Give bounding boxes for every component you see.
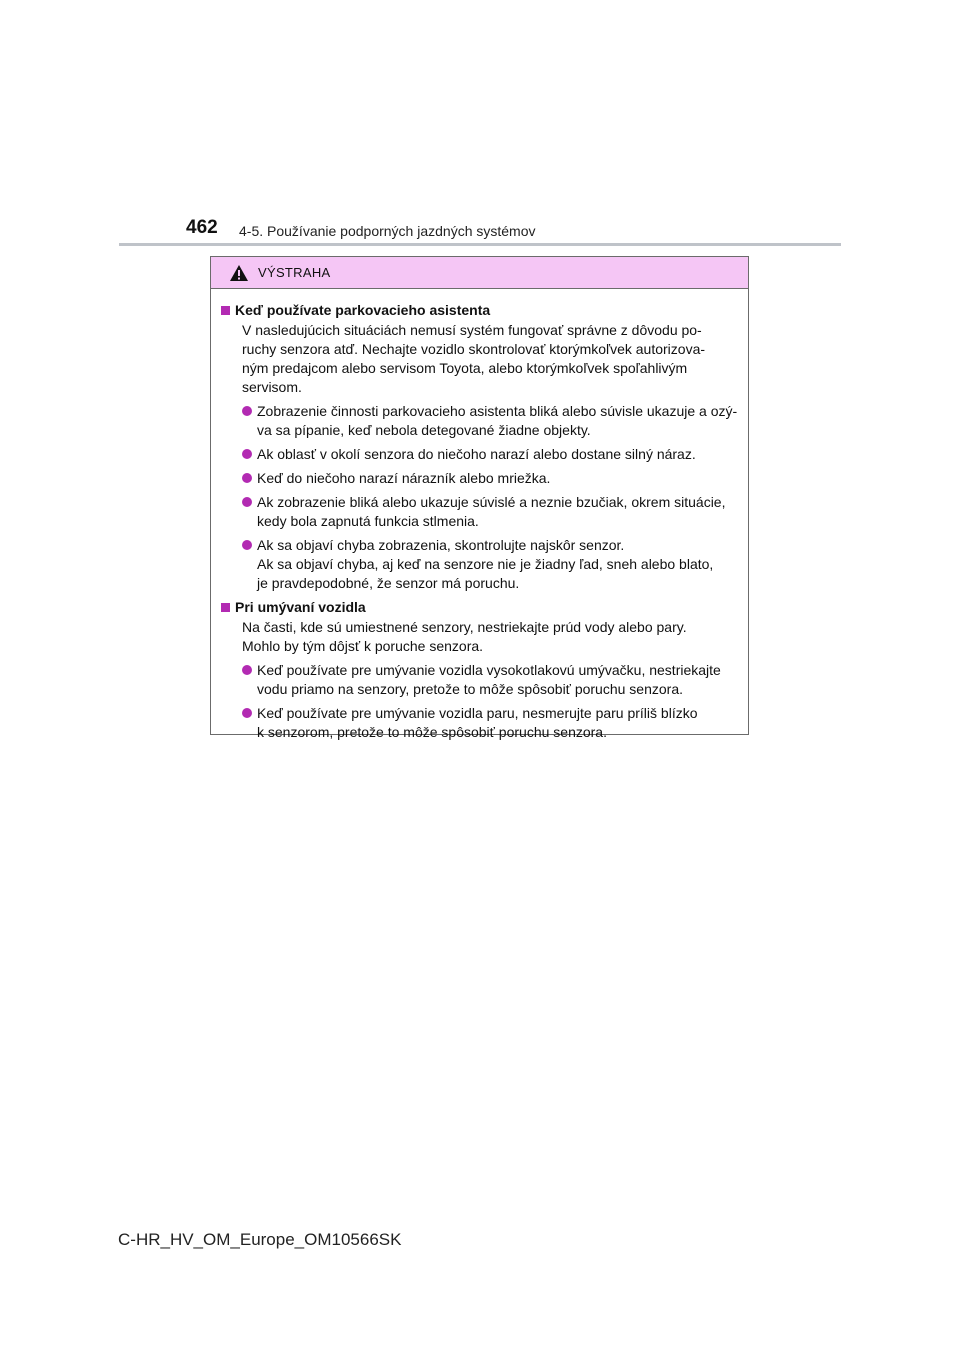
intro-line: ruchy senzora atď. Nechajte vozidlo skontrolovať ktorýmkoľvek autorizova- — [242, 341, 706, 357]
list-item — [242, 661, 740, 699]
page-number: 462 — [186, 217, 218, 238]
square-bullet-icon — [221, 603, 230, 612]
section-title: 4-5. Používanie podporných jazdných systémov — [239, 223, 536, 239]
list-item-line: Keď do niečoho narazí nárazník alebo mriežka. — [257, 470, 551, 486]
circle-bullet-icon — [242, 708, 252, 718]
list-item-line: vodu priamo na senzory, pretože to môže spôsobiť poruchu senzora. — [257, 681, 684, 697]
intro-line: servisom. — [242, 379, 302, 395]
intro-line: V nasledujúcich situáciách nemusí systém fungovať správne z dôvodu po- — [242, 322, 702, 338]
circle-bullet-icon — [242, 449, 252, 459]
document-code: C-HR_HV_OM_Europe_OM10566SK — [118, 1230, 402, 1249]
intro-line: Na časti, kde sú umiestnené senzory, nestriekajte prúd vody alebo pary. — [242, 619, 687, 635]
list-item-line: Ak oblasť v okolí senzora do niečoho narazí alebo dostane silný náraz. — [257, 446, 696, 462]
warning-title: VÝSTRAHA — [258, 265, 331, 280]
section-intro — [242, 321, 740, 397]
square-bullet-icon — [221, 306, 230, 315]
list-item — [242, 704, 740, 742]
list-item-line: Ak zobrazenie bliká alebo ukazuje súvislé a neznie bzučiak, okrem situácie, — [257, 494, 726, 510]
warning-header — [211, 257, 748, 289]
list-item-line: Keď používate pre umývanie vozidla vysokotlakovú umývačku, nestriekajte — [257, 662, 721, 678]
section-heading — [221, 301, 740, 320]
list-item — [242, 493, 740, 531]
list-item-line: k senzorom, pretože to môže spôsobiť poruchu senzora. — [257, 724, 607, 740]
section-heading-text: Keď používate parkovacieho asistenta — [235, 302, 491, 318]
section-intro — [242, 618, 740, 656]
list-item — [242, 402, 740, 440]
list-item-line: va sa pípanie, keď nebola detegované žiadne objekty. — [257, 422, 591, 438]
list-item — [242, 536, 740, 593]
list-item-line: Keď používate pre umývanie vozidla paru, nesmerujte paru príliš blízko — [257, 705, 698, 721]
list-item-line: kedy bola zapnutá funkcia stlmenia. — [257, 513, 479, 529]
warning-triangle-icon — [229, 264, 249, 282]
header-divider — [119, 243, 841, 246]
warning-body — [211, 289, 748, 742]
warning-box — [210, 256, 749, 740]
intro-line: Mohlo by tým dôjsť k poruche senzora. — [242, 638, 484, 654]
list-item — [242, 469, 740, 488]
circle-bullet-icon — [242, 473, 252, 483]
list-item-line: Ak sa objaví chyba, aj keď na senzore nie je žiadny ľad, sneh alebo blato, — [257, 556, 714, 572]
section-heading — [221, 598, 740, 617]
circle-bullet-icon — [242, 406, 252, 416]
list-item — [242, 445, 740, 464]
circle-bullet-icon — [242, 665, 252, 675]
circle-bullet-icon — [242, 497, 252, 507]
circle-bullet-icon — [242, 540, 252, 550]
list-item-line: je pravdepodobné, že senzor má poruchu. — [257, 575, 520, 591]
list-item-line: Zobrazenie činnosti parkovacieho asistenta bliká alebo súvisle ukazuje a ozý- — [257, 403, 738, 419]
intro-line: ným predajcom alebo servisom Toyota, alebo ktorýmkoľvek spoľahlivým — [242, 360, 688, 376]
section-heading-text: Pri umývaní vozidla — [235, 599, 366, 615]
list-item-line: Ak sa objaví chyba zobrazenia, skontrolujte najskôr senzor. — [257, 537, 625, 553]
